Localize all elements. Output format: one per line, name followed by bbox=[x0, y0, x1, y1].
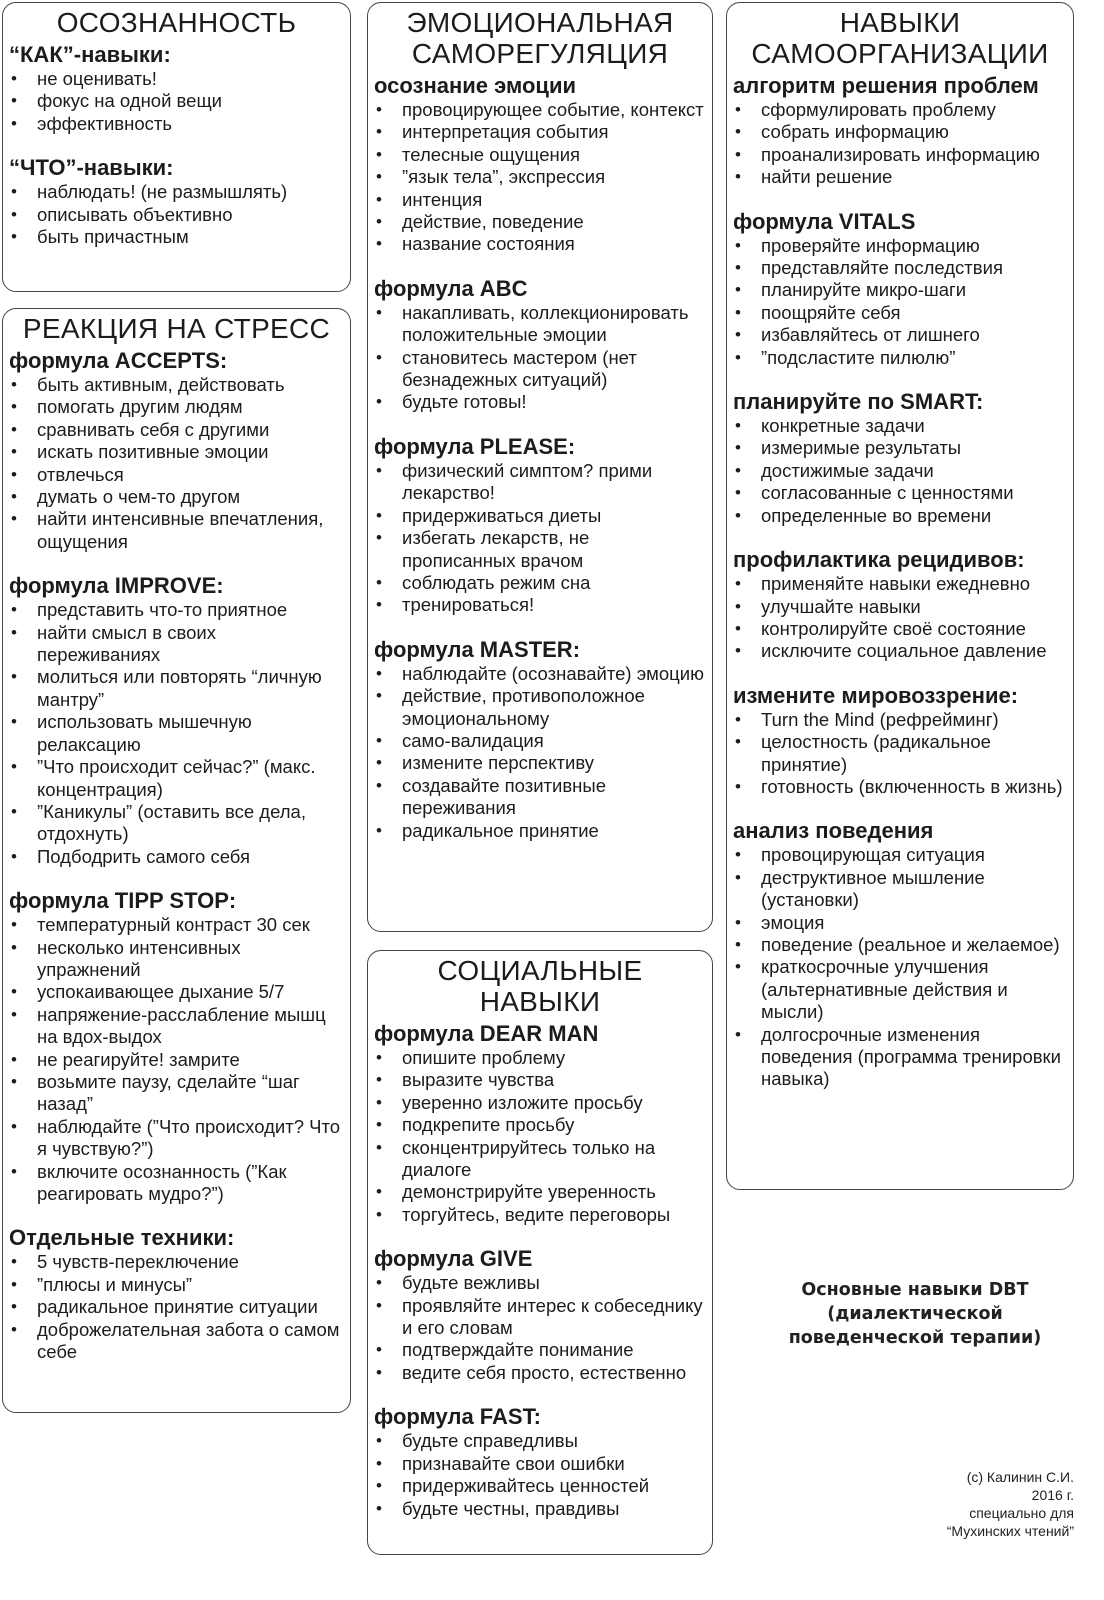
skill-section bbox=[374, 1246, 706, 1384]
list-item: • уверенно изложите просьбу bbox=[374, 1092, 706, 1114]
bullet-list bbox=[374, 1272, 706, 1384]
list-item: • действие, поведение bbox=[374, 211, 706, 233]
section-heading: формула GIVE bbox=[374, 1246, 533, 1272]
bullet-list bbox=[733, 573, 1067, 663]
section-heading: осознание эмоции bbox=[374, 73, 577, 98]
list-item: • собрать информацию bbox=[733, 121, 1067, 143]
list-item: • будьте справедливы bbox=[374, 1430, 706, 1452]
list-item: • ”Что происходит сейчас?” (макс. концентрация) bbox=[9, 756, 344, 801]
list-item: • будьте готовы! bbox=[374, 391, 706, 413]
list-item: • Turn the Mind (рефрейминг) bbox=[733, 709, 1067, 731]
list-item: • включите осознанность (”Как реагировать мудро?”) bbox=[9, 1161, 344, 1206]
list-item: • физический симптом? прими лекарство! bbox=[374, 460, 706, 505]
list-item: • доброжелательная забота о самом себе bbox=[9, 1319, 344, 1364]
list-item: • измените перспективу bbox=[374, 752, 706, 774]
list-item: • проявляйте интерес к собеседнику и его словам bbox=[374, 1295, 706, 1340]
author-credit: (с) Калинин С.И. 2016 г. специально для “Мухинских чтений” bbox=[946, 1469, 1074, 1539]
skill-section bbox=[733, 73, 1067, 189]
bullet-list bbox=[733, 235, 1067, 369]
list-item: • согласованные с ценностями bbox=[733, 482, 1067, 504]
bullet-list bbox=[374, 460, 706, 617]
list-item: • думать о чем-то другом bbox=[9, 486, 344, 508]
list-item: • само-валидация bbox=[374, 730, 706, 752]
section-heading: анализ поведения bbox=[733, 818, 934, 844]
section-heading: формула FAST: bbox=[374, 1404, 541, 1430]
list-item: • опишите проблему bbox=[374, 1047, 706, 1069]
list-item: • деструктивное мышление (установки) bbox=[733, 867, 1067, 912]
mindfulness-title: ОСОЗНАННОСТЬ bbox=[56, 7, 297, 38]
list-item: • быть причастным bbox=[9, 226, 344, 248]
skill-section bbox=[374, 637, 706, 842]
social-skills-card bbox=[367, 950, 713, 1555]
list-item: • придерживаться диеты bbox=[374, 505, 706, 527]
list-item: • название состояния bbox=[374, 233, 706, 255]
section-heading: формула ACCEPTS: bbox=[9, 348, 228, 373]
list-item: • 5 чувств-переключение bbox=[9, 1251, 344, 1273]
stress-title: РЕАКЦИЯ НА СТРЕСС bbox=[22, 313, 331, 344]
list-item: • применяйте навыки ежедневно bbox=[733, 573, 1067, 595]
list-item: • достижимые задачи bbox=[733, 460, 1067, 482]
list-item: • найти интенсивные впечатления, ощущения bbox=[9, 508, 344, 553]
list-item: • наблюдайте (”Что происходит? Что я чувствую?”) bbox=[9, 1116, 344, 1161]
list-item: • демонстрируйте уверенность bbox=[374, 1181, 706, 1203]
social-title: СОЦИАЛЬНЫЕ НАВЫКИ bbox=[437, 955, 643, 1017]
list-item: • становитесь мастером (нет безнадежных ситуаций) bbox=[374, 347, 706, 392]
list-item: • найти смысл в своих переживаниях bbox=[9, 622, 344, 667]
bullet-list bbox=[9, 914, 344, 1205]
list-item: • сконцентрируйтесь только на диалоге bbox=[374, 1137, 706, 1182]
list-item: • проверяйте информацию bbox=[733, 235, 1067, 257]
self-organization-card bbox=[726, 2, 1074, 1190]
list-item: • помогать другим людям bbox=[9, 396, 344, 418]
section-heading: “ЧТО”-навыки: bbox=[9, 155, 174, 181]
list-item: • радикальное принятие bbox=[374, 820, 706, 842]
skill-section bbox=[733, 818, 1067, 1090]
list-item: • придерживайтесь ценностей bbox=[374, 1475, 706, 1497]
list-item: • эмоция bbox=[733, 912, 1067, 934]
list-item: • отвлечься bbox=[9, 464, 344, 486]
skill-section bbox=[733, 209, 1067, 369]
list-item: • создавайте позитивные переживания bbox=[374, 775, 706, 820]
list-item: • поведение (реальное и желаемое) bbox=[733, 934, 1067, 956]
list-item: • эффективность bbox=[9, 113, 344, 135]
selforg-title: НАВЫКИ САМООРГАНИЗАЦИИ bbox=[751, 7, 1049, 69]
list-item: • накапливать, коллекционировать положительные эмоции bbox=[374, 302, 706, 347]
list-item: • несколько интенсивных упражнений bbox=[9, 937, 344, 982]
list-item: • температурный контраст 30 сек bbox=[9, 914, 344, 936]
list-item: • тренироваться! bbox=[374, 594, 706, 616]
list-item: • торгуйтесь, ведите переговоры bbox=[374, 1204, 706, 1226]
list-item: • интенция bbox=[374, 189, 706, 211]
list-item: • проанализировать информацию bbox=[733, 144, 1067, 166]
skill-section bbox=[374, 434, 706, 617]
skill-section bbox=[374, 276, 706, 414]
list-item: • ”плюсы и минусы” bbox=[9, 1274, 344, 1296]
bullet-list bbox=[733, 709, 1067, 799]
list-item: • избавляйтесь от лишнего bbox=[733, 324, 1067, 346]
list-item: • определенные во времени bbox=[733, 505, 1067, 527]
list-item: • напряжение-расслабление мышц на вдох-выдох bbox=[9, 1004, 344, 1049]
stress-response-card bbox=[2, 308, 351, 1413]
list-item: • целостность (радикальное принятие) bbox=[733, 731, 1067, 776]
bullet-list bbox=[9, 374, 344, 553]
section-heading: профилактика рецидивов: bbox=[733, 547, 1025, 573]
skill-section bbox=[733, 683, 1067, 799]
list-item: • не оценивать! bbox=[9, 68, 344, 90]
bullet-list bbox=[733, 415, 1067, 527]
bullet-list bbox=[733, 99, 1067, 189]
list-item: • интерпретация события bbox=[374, 121, 706, 143]
list-item: • искать позитивные эмоции bbox=[9, 441, 344, 463]
list-item: • улучшайте навыки bbox=[733, 596, 1067, 618]
list-item: • сформулировать проблему bbox=[733, 99, 1067, 121]
list-item: • не реагируйте! замрите bbox=[9, 1049, 344, 1071]
section-heading: измените мировоззрение: bbox=[733, 682, 1019, 708]
bullet-list bbox=[9, 68, 344, 135]
list-item: • планируйте микро-шаги bbox=[733, 279, 1067, 301]
bullet-list bbox=[374, 1047, 706, 1226]
skill-section bbox=[374, 73, 706, 256]
list-item: • краткосрочные улучшения (альтернативные действия и мысли) bbox=[733, 956, 1067, 1023]
list-item: • долгосрочные изменения поведения (программа тренировки навыка) bbox=[733, 1024, 1067, 1091]
list-item: • возьмите паузу, сделайте “шаг назад” bbox=[9, 1071, 344, 1116]
list-item: • выразите чувства bbox=[374, 1069, 706, 1091]
skill-section bbox=[733, 547, 1067, 663]
list-item: • фокус на одной вещи bbox=[9, 90, 344, 112]
list-item: • будьте честны, правдивы bbox=[374, 1498, 706, 1520]
list-item: • исключите социальное давление bbox=[733, 640, 1067, 662]
emotional-regulation-card bbox=[367, 2, 713, 932]
bullet-list bbox=[9, 599, 344, 868]
section-heading: формула MASTER: bbox=[374, 636, 581, 662]
bullet-list bbox=[733, 844, 1067, 1090]
section-heading: “КАК”-навыки: bbox=[9, 42, 171, 67]
bullet-list bbox=[374, 663, 706, 842]
bullet-list bbox=[374, 99, 706, 256]
list-item: • найти решение bbox=[733, 166, 1067, 188]
dbt-skills-caption: Основные навыки DBT (диалектической поведенческой терапии) bbox=[788, 1280, 1042, 1348]
section-heading: Отдельные техники: bbox=[9, 1225, 235, 1251]
list-item: • ”Каникулы” (оставить все дела, отдохнуть) bbox=[9, 801, 344, 846]
skill-section bbox=[9, 42, 344, 135]
section-heading: планируйте по SMART: bbox=[733, 389, 984, 415]
skill-section bbox=[733, 389, 1067, 527]
list-item: • действие, противоположное эмоциональному bbox=[374, 685, 706, 730]
skill-section bbox=[9, 155, 344, 248]
mindfulness-card bbox=[2, 2, 351, 292]
section-heading: формула VITALS bbox=[733, 208, 916, 234]
list-item: • Подбодрить самого себя bbox=[9, 846, 344, 868]
list-item: • успокаивающее дыхание 5/7 bbox=[9, 981, 344, 1003]
list-item: • ”подсластите пилюлю” bbox=[733, 347, 1067, 369]
list-item: • быть активным, действовать bbox=[9, 374, 344, 396]
bullet-list bbox=[9, 181, 344, 248]
list-item: • готовность (включенность в жизнь) bbox=[733, 776, 1067, 798]
list-item: • радикальное принятие ситуации bbox=[9, 1296, 344, 1318]
list-item: • будьте вежливы bbox=[374, 1272, 706, 1294]
list-item: • наблюдать! (не размышлять) bbox=[9, 181, 344, 203]
section-heading: формула TIPP STOP: bbox=[9, 888, 237, 914]
list-item: • представить что-то приятное bbox=[9, 599, 344, 621]
skill-section bbox=[9, 348, 344, 553]
section-heading: формула PLEASE: bbox=[374, 433, 576, 459]
bullet-list bbox=[374, 1430, 706, 1520]
list-item: • ”язык тела”, экспрессия bbox=[374, 166, 706, 188]
emotional-title: ЭМОЦИОНАЛЬНАЯ САМОРЕГУЛЯЦИЯ bbox=[406, 7, 674, 69]
skill-section bbox=[9, 1225, 344, 1363]
list-item: • провоцирующая ситуация bbox=[733, 844, 1067, 866]
list-item: • молиться или повторять “личную мантру” bbox=[9, 666, 344, 711]
list-item: • контролируйте своё состояние bbox=[733, 618, 1067, 640]
list-item: • подтверждайте понимание bbox=[374, 1339, 706, 1361]
list-item: • использовать мышечную релаксацию bbox=[9, 711, 344, 756]
section-heading: формула ABC bbox=[374, 275, 528, 301]
list-item: • телесные ощущения bbox=[374, 144, 706, 166]
list-item: • соблюдать режим сна bbox=[374, 572, 706, 594]
bullet-list bbox=[374, 302, 706, 414]
section-heading: алгоритм решения проблем bbox=[733, 73, 1039, 98]
section-heading: формула IMPROVE: bbox=[9, 573, 224, 599]
section-heading: формула DEAR MAN bbox=[374, 1021, 599, 1046]
list-item: • избегать лекарств, не прописанных врачом bbox=[374, 527, 706, 572]
list-item: • представляйте последствия bbox=[733, 257, 1067, 279]
list-item: • конкретные задачи bbox=[733, 415, 1067, 437]
list-item: • измеримые результаты bbox=[733, 437, 1067, 459]
list-item: • наблюдайте (осознавайте) эмоцию bbox=[374, 663, 706, 685]
skill-section bbox=[9, 573, 344, 868]
list-item: • сравнивать себя с другими bbox=[9, 419, 344, 441]
list-item: • признавайте свои ошибки bbox=[374, 1453, 706, 1475]
skill-section bbox=[9, 888, 344, 1205]
list-item: • провоцирующее событие, контекст bbox=[374, 99, 706, 121]
list-item: • подкрепите просьбу bbox=[374, 1114, 706, 1136]
list-item: • описывать объективно bbox=[9, 204, 344, 226]
bullet-list bbox=[9, 1251, 344, 1363]
skill-section bbox=[374, 1021, 706, 1226]
list-item: • поощряйте себя bbox=[733, 302, 1067, 324]
skill-section bbox=[374, 1404, 706, 1520]
list-item: • ведите себя просто, естественно bbox=[374, 1362, 706, 1384]
